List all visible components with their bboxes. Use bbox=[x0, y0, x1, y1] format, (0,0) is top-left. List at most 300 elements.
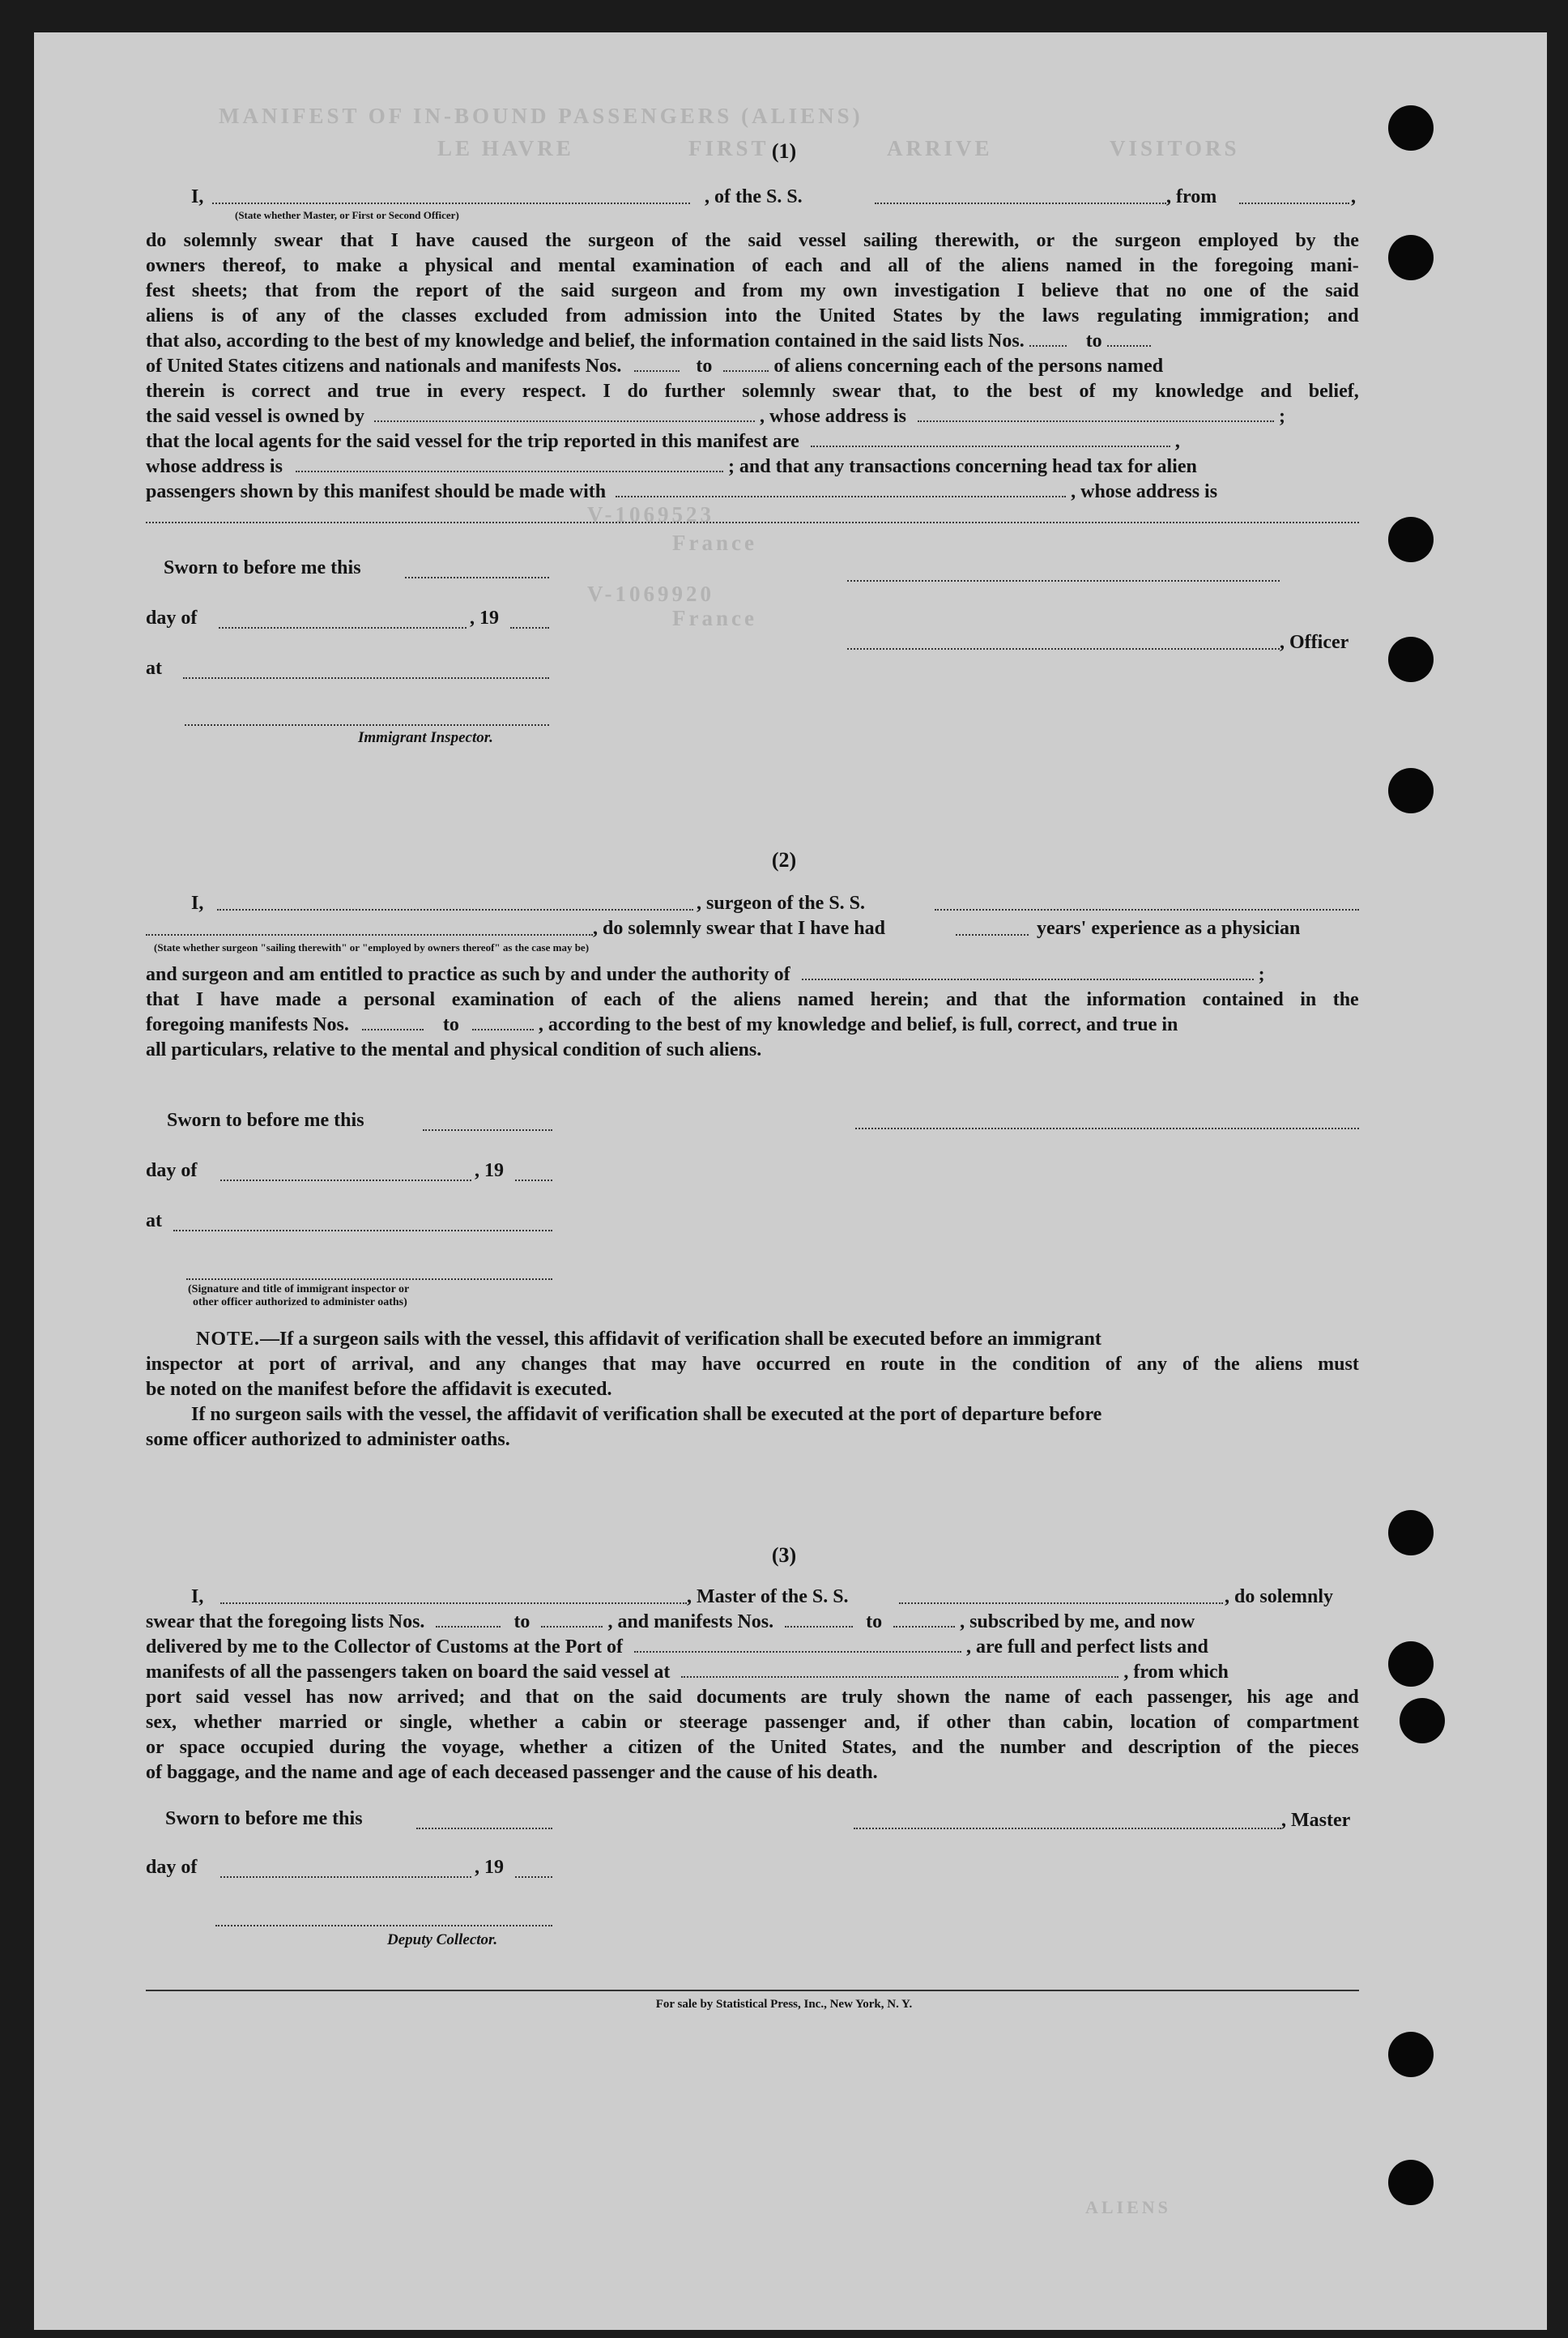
word: examination bbox=[632, 255, 735, 276]
word: and bbox=[839, 255, 871, 276]
word: of bbox=[925, 255, 942, 276]
binder-hole bbox=[1388, 637, 1434, 682]
section-2-heading: (2) bbox=[771, 848, 797, 872]
text: and surgeon and am entitled to practice as such by and under the authority of bbox=[146, 964, 790, 985]
word: any bbox=[475, 1354, 506, 1375]
section-2-line-1 bbox=[146, 893, 1359, 919]
word: the bbox=[729, 1737, 756, 1758]
text: , whose address is bbox=[760, 406, 906, 427]
section-1-line bbox=[146, 305, 1359, 331]
inspector-label: Immigrant Inspector. bbox=[358, 729, 493, 746]
surgeon-signature-line bbox=[855, 1128, 1359, 1129]
word: knowledge bbox=[1155, 381, 1244, 402]
word: of bbox=[1105, 1354, 1122, 1375]
surgeon-note: (State whether surgeon "sailing therewith" or "employed by owners thereof" as the case may be) bbox=[154, 941, 590, 954]
section-3-line bbox=[146, 1687, 1359, 1713]
text: , are full and perfect lists and bbox=[965, 1636, 1208, 1658]
word: said bbox=[1325, 280, 1359, 301]
section-1-line bbox=[146, 406, 1359, 432]
blank bbox=[220, 1598, 687, 1604]
section-1-line bbox=[146, 456, 1359, 482]
word: that bbox=[146, 989, 180, 1010]
word: and bbox=[509, 255, 542, 276]
text: the said vessel is owned by bbox=[146, 406, 365, 427]
blank bbox=[616, 491, 1066, 497]
word: mani- bbox=[1310, 255, 1359, 276]
blank bbox=[374, 416, 755, 422]
word: one bbox=[1203, 280, 1233, 301]
text: years' experience as a physician bbox=[1037, 918, 1301, 939]
word: citizen bbox=[628, 1737, 683, 1758]
text: If no surgeon sails with the vessel, the affidavit of verification shall be executed at the port of departure before bbox=[191, 1404, 1102, 1425]
text: to bbox=[442, 1014, 459, 1035]
word: own bbox=[842, 280, 878, 301]
section-1-line bbox=[146, 431, 1359, 457]
word: than bbox=[1008, 1712, 1046, 1733]
year-label: , 19 bbox=[470, 608, 499, 629]
word: swear bbox=[274, 230, 323, 251]
word: that, bbox=[897, 381, 936, 402]
text: , of the S. S. bbox=[705, 186, 803, 207]
officer-note: (State whether Master, or First or Second Officer) bbox=[235, 209, 459, 221]
word: the bbox=[400, 1737, 427, 1758]
text: I, bbox=[191, 1586, 204, 1607]
word: and bbox=[428, 1354, 461, 1375]
word: en bbox=[846, 1354, 866, 1375]
word: any bbox=[1136, 1354, 1167, 1375]
word: on bbox=[573, 1687, 594, 1708]
note-line bbox=[146, 1354, 1359, 1380]
text: swear that the foregoing lists Nos. bbox=[146, 1611, 425, 1632]
binder-hole bbox=[1388, 768, 1434, 813]
text: to bbox=[866, 1611, 883, 1632]
text: to bbox=[513, 1611, 530, 1632]
word: in bbox=[1139, 255, 1156, 276]
blank bbox=[956, 929, 1029, 936]
word: and, bbox=[863, 1712, 901, 1733]
section-3-line bbox=[146, 1636, 1359, 1662]
word: now bbox=[347, 1687, 383, 1708]
word: passenger bbox=[765, 1712, 847, 1733]
word: documents bbox=[696, 1687, 786, 1708]
word: at bbox=[237, 1354, 254, 1375]
word: or bbox=[644, 1712, 663, 1733]
word: aliens bbox=[146, 305, 194, 326]
word: sailing bbox=[863, 230, 918, 251]
word: foregoing bbox=[1214, 255, 1293, 276]
word: voyage, bbox=[441, 1737, 505, 1758]
bleed-through-text: VISITORS bbox=[1110, 136, 1240, 160]
word: therewith, bbox=[935, 230, 1020, 251]
word: surgeon bbox=[1114, 230, 1182, 251]
word: of bbox=[671, 230, 688, 251]
section-2-line bbox=[146, 1014, 1359, 1040]
word: or bbox=[1036, 230, 1055, 251]
text: manifests of all the passengers taken on board the said vessel at bbox=[146, 1662, 671, 1683]
word: and bbox=[694, 280, 726, 301]
word: steerage bbox=[679, 1712, 748, 1733]
text: passengers shown by this manifest should be made with bbox=[146, 481, 607, 502]
word: description bbox=[1127, 1737, 1221, 1758]
printer-credit: For sale by Statistical Press, Inc., New York, N. Y. bbox=[655, 1998, 913, 2011]
word: owners bbox=[146, 255, 206, 276]
word: a bbox=[603, 1737, 613, 1758]
blank bbox=[634, 1646, 961, 1653]
blank bbox=[935, 904, 1359, 911]
blank bbox=[217, 904, 693, 911]
bleed-through-text: France bbox=[672, 606, 757, 630]
word: of bbox=[1213, 1712, 1230, 1733]
text: to bbox=[696, 356, 713, 377]
word: the bbox=[1268, 1737, 1294, 1758]
binder-hole bbox=[1388, 1641, 1434, 1687]
word: classes bbox=[401, 305, 457, 326]
word: and bbox=[1327, 305, 1359, 326]
word: the bbox=[958, 255, 985, 276]
collector-signature-line bbox=[215, 1925, 552, 1926]
word: of bbox=[484, 280, 501, 301]
word: location bbox=[1130, 1712, 1196, 1733]
inspector-signature-line bbox=[185, 724, 549, 726]
officer-label: , Officer bbox=[1280, 632, 1349, 653]
word: in bbox=[940, 1354, 957, 1375]
section-1-line bbox=[146, 230, 1359, 256]
blank bbox=[1107, 340, 1151, 347]
word: route bbox=[880, 1354, 925, 1375]
section-2-line bbox=[146, 964, 1359, 990]
word: from bbox=[565, 305, 607, 326]
word: the bbox=[518, 280, 544, 301]
day-blank bbox=[219, 627, 467, 629]
word: each bbox=[603, 989, 642, 1010]
blank bbox=[1239, 198, 1349, 204]
text: of United States citizens and nationals and manifests Nos. bbox=[146, 356, 622, 377]
word: named bbox=[1065, 255, 1123, 276]
word: age bbox=[1285, 1687, 1314, 1708]
sworn-label: Sworn to before me this bbox=[167, 1110, 364, 1131]
text: , do solemnly swear that I have had bbox=[593, 918, 885, 939]
word: the bbox=[691, 989, 718, 1010]
word: name bbox=[1004, 1687, 1050, 1708]
bleed-through-text: LE HAVRE bbox=[437, 136, 574, 160]
word: admission bbox=[624, 305, 708, 326]
word: laws bbox=[1042, 305, 1080, 326]
bleed-through-text: FIRST bbox=[688, 136, 769, 160]
section-3-line bbox=[146, 1662, 1359, 1687]
word: condition bbox=[1012, 1354, 1090, 1375]
word: the bbox=[357, 305, 384, 326]
word: correct bbox=[251, 381, 311, 402]
word: to bbox=[952, 381, 969, 402]
day-of-label: day of bbox=[146, 608, 198, 629]
signature-note: (Signature and title of immigrant inspector or bbox=[188, 1283, 410, 1295]
word: of bbox=[697, 1737, 714, 1758]
word: that bbox=[265, 280, 299, 301]
blank bbox=[1029, 340, 1067, 347]
word: a bbox=[337, 989, 347, 1010]
word: personal bbox=[364, 989, 436, 1010]
word: and bbox=[911, 1737, 944, 1758]
word: made bbox=[275, 989, 322, 1010]
word: my bbox=[799, 280, 826, 301]
word: that bbox=[994, 989, 1028, 1010]
section-1-line bbox=[146, 280, 1359, 306]
blank bbox=[899, 1598, 1223, 1604]
word: aliens bbox=[1001, 255, 1049, 276]
word: caused bbox=[471, 230, 528, 251]
word: of bbox=[320, 1354, 337, 1375]
word: and bbox=[1327, 1687, 1359, 1708]
word: do bbox=[627, 381, 648, 402]
word: the bbox=[998, 305, 1025, 326]
blank bbox=[918, 416, 1274, 422]
text: I, bbox=[191, 186, 204, 207]
section-2-line-2 bbox=[146, 918, 1359, 944]
word: married bbox=[279, 1712, 347, 1733]
note-line bbox=[146, 1329, 1359, 1355]
word: no bbox=[1165, 280, 1187, 301]
word: surgeon bbox=[588, 230, 654, 251]
deputy-collector-label: Deputy Collector. bbox=[387, 1931, 498, 1948]
word: whether bbox=[469, 1712, 538, 1733]
word: or bbox=[146, 1737, 164, 1758]
word: in bbox=[1300, 989, 1317, 1010]
word: States, bbox=[842, 1737, 897, 1758]
word: if bbox=[917, 1712, 930, 1733]
section-3-heading: (3) bbox=[771, 1543, 797, 1567]
blank bbox=[212, 198, 690, 204]
word: United bbox=[819, 305, 876, 326]
word: number bbox=[999, 1737, 1066, 1758]
text: whose address is bbox=[146, 456, 283, 477]
word: arrival, bbox=[352, 1354, 414, 1375]
word: I bbox=[1016, 280, 1025, 301]
text: , subscribed by me, and now bbox=[960, 1611, 1195, 1632]
word: examination bbox=[451, 989, 555, 1010]
word: solemnly bbox=[742, 381, 816, 402]
word: all bbox=[888, 255, 909, 276]
word: has bbox=[305, 1687, 334, 1708]
text: foregoing manifests Nos. bbox=[146, 1014, 349, 1035]
text: , Master of the S. S. bbox=[687, 1586, 849, 1607]
text: , whose address is bbox=[1071, 481, 1218, 502]
word: I bbox=[195, 989, 204, 1010]
word: every bbox=[459, 381, 505, 402]
text: , from which bbox=[1123, 1662, 1229, 1683]
blank bbox=[785, 1621, 853, 1628]
word: aliens bbox=[1255, 1354, 1303, 1375]
word: the bbox=[373, 280, 399, 301]
word: compartment bbox=[1246, 1712, 1359, 1733]
word: whether bbox=[519, 1737, 588, 1758]
sworn-blank bbox=[405, 577, 549, 578]
word: space bbox=[179, 1737, 225, 1758]
word: must bbox=[1318, 1354, 1359, 1375]
word: of bbox=[323, 305, 340, 326]
word: occurred bbox=[756, 1354, 831, 1375]
word: by bbox=[960, 305, 982, 326]
text: ; bbox=[1278, 406, 1285, 427]
word: States bbox=[893, 305, 943, 326]
text: delivered by me to the Collector of Customs at the Port of bbox=[146, 1636, 623, 1658]
word: of bbox=[658, 989, 675, 1010]
word: I bbox=[390, 230, 398, 251]
word: changes bbox=[521, 1354, 587, 1375]
official-signature-line bbox=[186, 1278, 552, 1280]
day-blank bbox=[220, 1876, 471, 1878]
text: , surgeon of the S. S. bbox=[697, 893, 866, 914]
blank bbox=[146, 929, 593, 936]
sworn-blank bbox=[416, 1828, 552, 1829]
word: believe bbox=[1041, 280, 1099, 301]
year-blank bbox=[510, 627, 549, 629]
master-label: , Master bbox=[1281, 1810, 1351, 1831]
word: the bbox=[1282, 280, 1309, 301]
word: and bbox=[479, 1687, 511, 1708]
word: immigration; bbox=[1199, 305, 1310, 326]
text: of aliens concerning each of the persons named bbox=[773, 356, 1164, 377]
word: the bbox=[607, 1687, 634, 1708]
blank bbox=[875, 198, 1166, 204]
word: other bbox=[946, 1712, 991, 1733]
section-2-line: all particulars, relative to the mental and physical condition of such aliens. bbox=[146, 1039, 762, 1060]
word: shown bbox=[897, 1687, 950, 1708]
bleed-through-text: France bbox=[672, 531, 757, 555]
word: the bbox=[545, 230, 572, 251]
blank bbox=[681, 1671, 1118, 1678]
binder-hole bbox=[1388, 517, 1434, 562]
word: each bbox=[785, 255, 823, 276]
word: to bbox=[302, 255, 319, 276]
word: and bbox=[1260, 381, 1292, 402]
word: I bbox=[603, 381, 611, 402]
text: ; bbox=[1258, 964, 1265, 985]
bleed-through-text: V-1069920 bbox=[587, 582, 714, 606]
word: of bbox=[1236, 1737, 1253, 1758]
word: named bbox=[797, 989, 854, 1010]
bleed-through-text: MANIFEST OF IN-BOUND PASSENGERS (ALIENS) bbox=[219, 104, 863, 128]
word: that bbox=[1115, 280, 1149, 301]
sworn-blank bbox=[423, 1129, 552, 1131]
blank bbox=[436, 1621, 501, 1628]
at-blank bbox=[173, 1230, 552, 1231]
text: to bbox=[1085, 331, 1102, 352]
word: do bbox=[146, 230, 167, 251]
binder-hole bbox=[1388, 2160, 1434, 2205]
blank bbox=[362, 1024, 424, 1030]
word: that bbox=[602, 1354, 637, 1375]
word: mental bbox=[558, 255, 616, 276]
word: solemnly bbox=[183, 230, 258, 251]
word: or bbox=[364, 1712, 383, 1733]
word: respect. bbox=[522, 381, 586, 402]
word: fest bbox=[146, 280, 175, 301]
word: port bbox=[146, 1687, 181, 1708]
word: a bbox=[398, 255, 408, 276]
word: of bbox=[1182, 1354, 1199, 1375]
word: any bbox=[275, 305, 306, 326]
text: that also, according to the best of my knowledge and belief, the information contained in the said lists Nos. bbox=[146, 331, 1025, 352]
word: passenger, bbox=[1147, 1687, 1233, 1708]
text: that the local agents for the said vessel for the trip reported in this manifest are bbox=[146, 431, 799, 452]
word: the bbox=[1044, 989, 1070, 1010]
word: of bbox=[241, 305, 258, 326]
text: —If a surgeon sails with the vessel, this affidavit of verification shall be executed before an immigrant bbox=[260, 1329, 1101, 1350]
section-3-line-1 bbox=[146, 1586, 1359, 1612]
word: have bbox=[701, 1354, 741, 1375]
section-1-line bbox=[146, 381, 1359, 407]
signature-line bbox=[847, 580, 1280, 582]
word: arrived; bbox=[397, 1687, 466, 1708]
blank bbox=[472, 1024, 534, 1030]
word: sex, bbox=[146, 1712, 177, 1733]
word: the bbox=[1213, 1354, 1240, 1375]
word: single, bbox=[399, 1712, 453, 1733]
word: and bbox=[1080, 1737, 1113, 1758]
footer-rule bbox=[146, 1990, 1359, 1991]
binder-hole bbox=[1400, 1698, 1445, 1743]
word: of bbox=[1249, 280, 1266, 301]
word: have bbox=[415, 230, 455, 251]
word: each bbox=[1095, 1687, 1133, 1708]
word: during bbox=[329, 1737, 386, 1758]
word: and bbox=[945, 989, 978, 1010]
text: ; and that any transactions concerning head tax for alien bbox=[727, 456, 1197, 477]
word: inspector bbox=[146, 1354, 223, 1375]
word: herein; bbox=[870, 989, 930, 1010]
bleed-through-text: ARRIVE bbox=[887, 136, 993, 160]
word: is bbox=[211, 305, 224, 326]
word: into bbox=[725, 305, 758, 326]
word: the bbox=[958, 1737, 985, 1758]
text: , and manifests Nos. bbox=[607, 1611, 774, 1632]
word: are bbox=[800, 1687, 828, 1708]
section-1-heading: (1) bbox=[771, 139, 797, 163]
blank bbox=[811, 441, 1170, 447]
note-line: some officer authorized to administer oaths. bbox=[146, 1429, 510, 1450]
section-1-line bbox=[146, 331, 1359, 356]
blank bbox=[634, 365, 680, 372]
word: and bbox=[327, 381, 359, 402]
word: excluded bbox=[474, 305, 548, 326]
sworn-label: Sworn to before me this bbox=[164, 557, 361, 578]
word: occupied bbox=[240, 1737, 314, 1758]
section-2-line bbox=[146, 989, 1359, 1015]
day-of-label: day of bbox=[146, 1160, 198, 1181]
word: said bbox=[560, 280, 594, 301]
word: said bbox=[195, 1687, 230, 1708]
text: , bbox=[1351, 186, 1356, 207]
word: pieces bbox=[1309, 1737, 1359, 1758]
word: from bbox=[742, 280, 783, 301]
word: the bbox=[1332, 230, 1359, 251]
sworn-label: Sworn to before me this bbox=[165, 1808, 363, 1829]
word: true bbox=[375, 381, 411, 402]
word: sheets; bbox=[191, 280, 249, 301]
word: the bbox=[705, 230, 731, 251]
master-signature-line bbox=[854, 1828, 1281, 1829]
word: by bbox=[1295, 230, 1316, 251]
note-line bbox=[146, 1404, 1359, 1430]
at-label: at bbox=[146, 658, 162, 679]
word: have bbox=[219, 989, 259, 1010]
word: therein bbox=[146, 381, 205, 402]
word: of bbox=[1079, 381, 1096, 402]
year-label: , 19 bbox=[475, 1857, 504, 1878]
word: thereof, bbox=[222, 255, 287, 276]
word: the bbox=[1072, 230, 1098, 251]
word: a bbox=[554, 1712, 565, 1733]
